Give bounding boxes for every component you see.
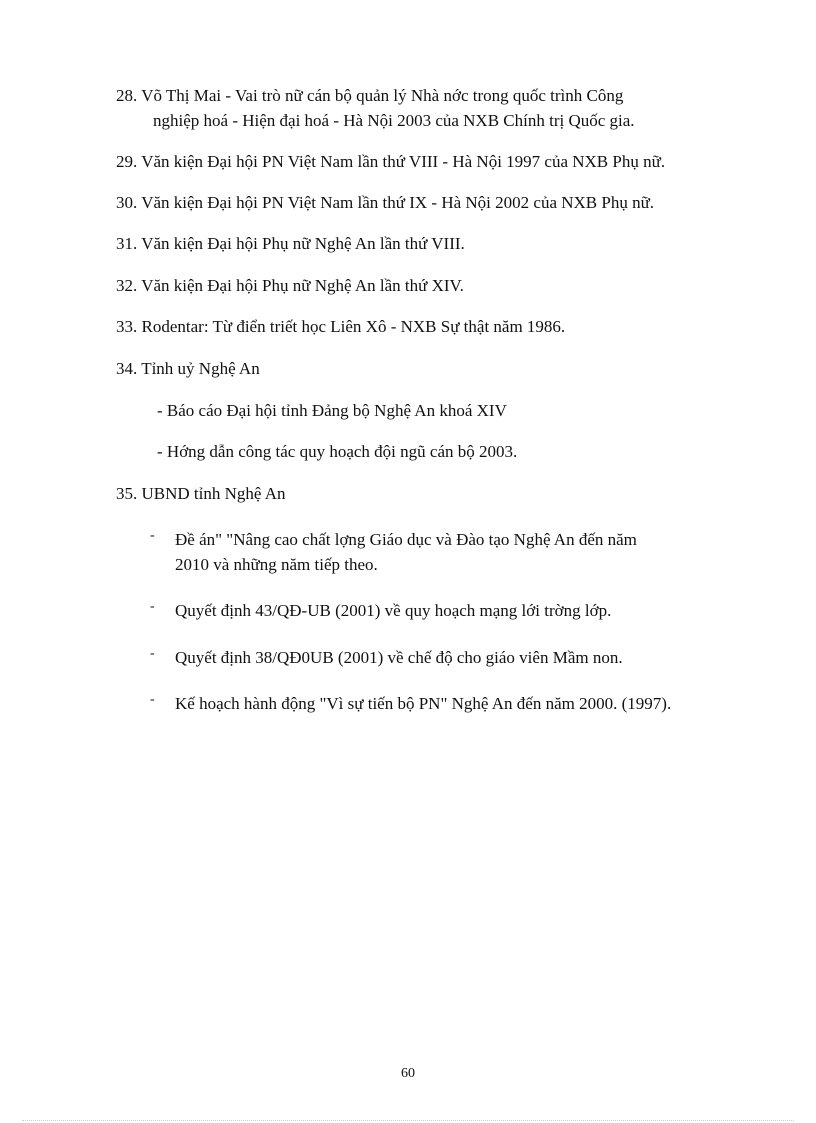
bullet-dash-icon: -	[150, 528, 155, 543]
reference-30: 30. Văn kiện Đại hội PN Việt Nam lần thứ IX - Hà Nội 2002 của NXB Phụ nữ.	[116, 193, 655, 212]
bullet-item-line2: 2010 và những năm tiếp theo.	[175, 555, 378, 574]
reference-31: 31. Văn kiện Đại hội Phụ nữ Nghệ An lần thứ VIII.	[116, 234, 465, 253]
bullet-item-line1: Quyết định 38/QĐ0UB (2001) về chế độ cho giáo viên Mầm non.	[175, 648, 623, 667]
reference-33: 33. Rodentar: Từ điển triết học Liên Xô - NXB Sự thật năm 1986.	[116, 317, 566, 336]
bullet-item-line1: Đề án" "Nâng cao chất lợng Giáo dục và Đào tạo Nghệ An đến năm	[175, 530, 637, 549]
page-number: 60	[401, 1066, 415, 1081]
reference-34-item: - Báo cáo Đại hội tỉnh Đảng bộ Nghệ An khoá XIV	[157, 401, 507, 420]
bullet-item-line1: Quyết định 43/QĐ-UB (2001) về quy hoạch mạng lới trờng lớp.	[175, 601, 612, 620]
reference-35-bullet-item	[150, 527, 740, 577]
reference-28-line1: 28. Võ Thị Mai - Vai trò nữ cán bộ quản lý Nhà nớc trong quốc trình Công	[116, 86, 624, 105]
reference-35-bullet-item	[150, 645, 740, 670]
bullet-dash-icon: -	[150, 599, 155, 614]
bullet-dash-icon: -	[150, 692, 155, 707]
bullet-item-line1: Kế hoạch hành động "Vì sự tiến bộ PN" Nghệ An đến năm 2000. (1997).	[175, 694, 672, 713]
reference-35-title: 35. UBND tỉnh Nghệ An	[116, 484, 286, 503]
reference-32: 32. Văn kiện Đại hội Phụ nữ Nghệ An lần thứ XIV.	[116, 276, 464, 295]
bullet-dash-icon: -	[150, 646, 155, 661]
reference-28	[116, 83, 738, 133]
reference-34-item: - Hớng dẫn công tác quy hoạch đội ngũ cán bộ 2003.	[157, 442, 518, 461]
reference-29: 29. Văn kiện Đại hội PN Việt Nam lần thứ VIII - Hà Nội 1997 của NXB Phụ nữ.	[116, 152, 666, 171]
reference-34-title: 34. Tỉnh uỷ Nghệ An	[116, 359, 260, 378]
reference-28-line2: nghiệp hoá - Hiện đại hoá - Hà Nội 2003 của NXB Chính trị Quốc gia.	[153, 111, 635, 130]
reference-35-bullet-item	[150, 598, 740, 623]
footer-divider	[22, 1120, 794, 1121]
reference-35-bullet-item	[150, 691, 740, 716]
